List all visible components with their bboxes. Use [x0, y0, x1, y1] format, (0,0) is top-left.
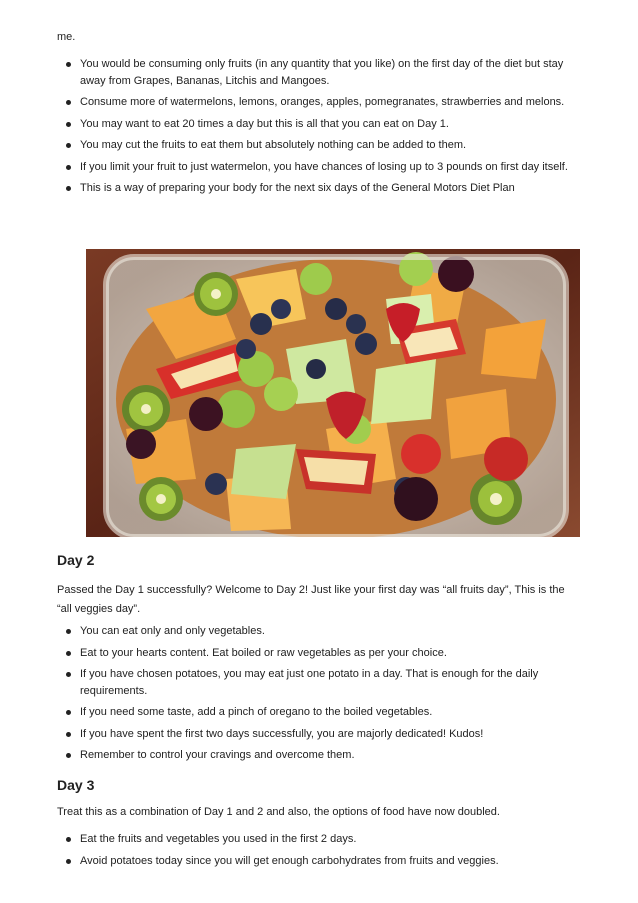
day2-bullet-list	[57, 623, 577, 769]
lead-text: me.	[57, 31, 76, 43]
list-item: Eat to your hearts content. Eat boiled or raw vegetables as per your choice.	[57, 645, 577, 662]
day3-intro: Treat this as a combination of Day 1 and 2 and also, the options of food have now doubled.	[57, 806, 500, 818]
list-item: Remember to control your cravings and overcome them.	[57, 747, 577, 764]
list-item: Consume more of watermelons, lemons, oranges, apples, pomegranates, strawberries and melons.	[57, 94, 577, 111]
day3-heading: Day 3	[57, 777, 95, 793]
list-item: If you have chosen potatoes, you may eat just one potato in a day. That is enough for the daily requirements.	[57, 666, 577, 699]
day2-heading: Day 2	[57, 552, 95, 568]
day3-bullet-list	[57, 831, 577, 874]
fruit-salad-photo	[86, 249, 580, 537]
list-item: If you have spent the first two days successfully, you are majorly dedicated! Kudos!	[57, 726, 577, 743]
list-item: If you need some taste, add a pinch of oregano to the boiled vegetables.	[57, 704, 577, 721]
list-item: You may want to eat 20 times a day but this is all that you can eat on Day 1.	[57, 116, 577, 133]
list-item: You may cut the fruits to eat them but absolutely nothing can be added to them.	[57, 137, 577, 154]
list-item: You would be consuming only fruits (in any quantity that you like) on the first day of the diet but stay away from Grapes, Bananas, Litchis and Mangoes.	[57, 56, 577, 89]
list-item: This is a way of preparing your body for the next six days of the General Motors Diet Plan	[57, 180, 577, 197]
list-item: If you limit your fruit to just watermelon, you have chances of losing up to 3 pounds on first day itself.	[57, 159, 577, 176]
list-item: You can eat only and only vegetables.	[57, 623, 577, 640]
list-item: Avoid potatoes today since you will get enough carbohydrates from fruits and veggies.	[57, 853, 577, 870]
day2-intro: Passed the Day 1 successfully? Welcome to Day 2! Just like your first day was “all fruits day”, This is the “all veggies day”.	[57, 584, 565, 615]
list-item: Eat the fruits and vegetables you used in the first 2 days.	[57, 831, 577, 848]
day1-bullet-list	[57, 56, 577, 202]
